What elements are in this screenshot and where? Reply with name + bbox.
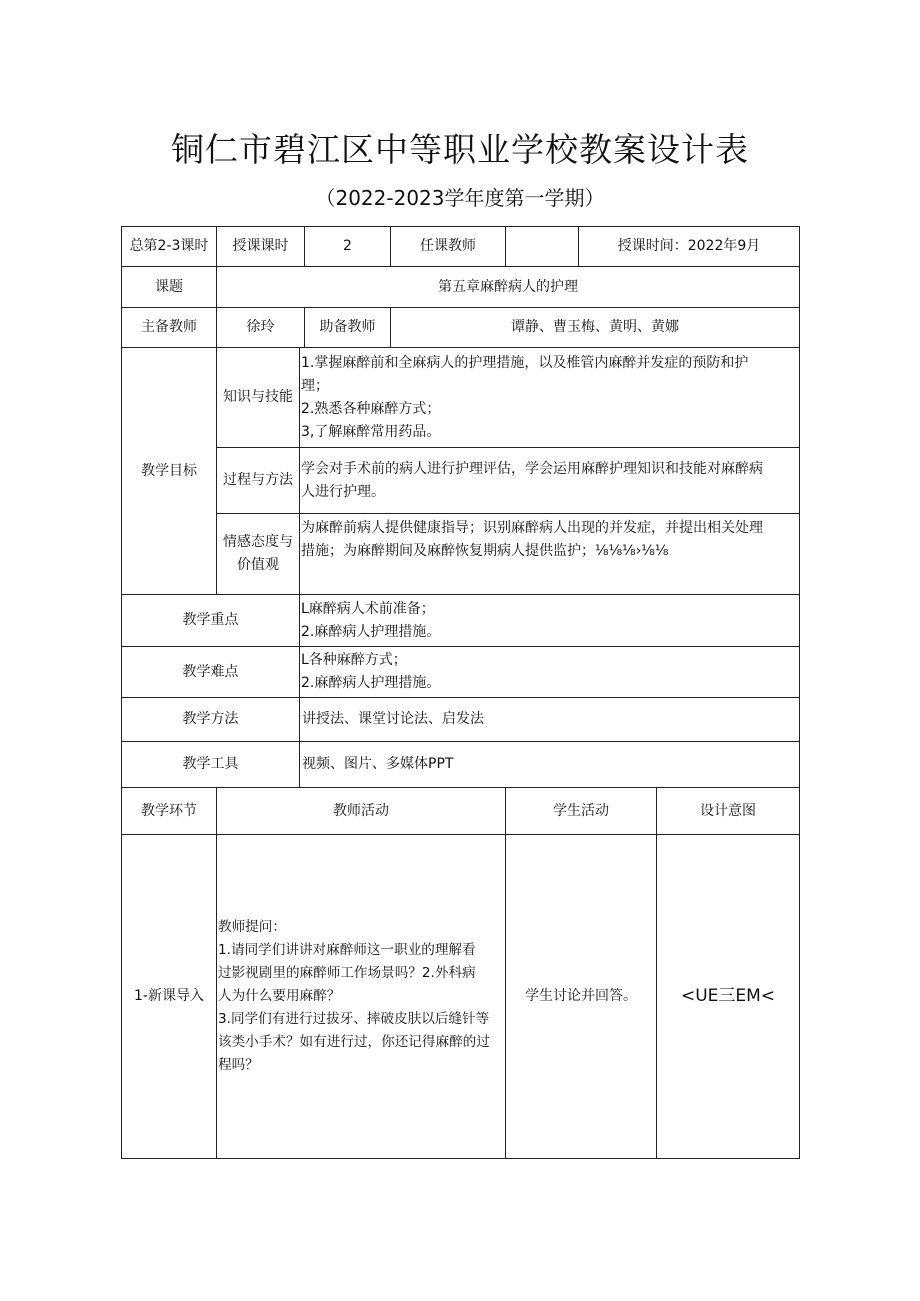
- tools-content-cell: [299, 741, 800, 788]
- intro-teacher-line: 该类小手术？如有进行过，你还记得麻醉的过: [218, 1034, 490, 1050]
- teacher-value-cell: [505, 226, 579, 267]
- intro-intent-cell: [656, 834, 800, 1159]
- total-hours: 总第2-3课时: [129, 238, 209, 254]
- main-teacher-label-cell: [121, 307, 217, 348]
- topic-value: 第五章麻醉病人的护理: [438, 278, 578, 295]
- emotion-label: 情感态度与: [223, 534, 293, 550]
- key-points-label-cell: [121, 594, 300, 647]
- design-intent-header-cell: [656, 787, 800, 835]
- key-points-label: 教学重点: [182, 612, 239, 628]
- methods-value: 讲授法、课堂讨论法、启发法: [302, 711, 484, 727]
- process-line: 学会对手术前的病人进行护理评估，学会运用麻醉护理知识和技能对麻醉病: [301, 460, 763, 477]
- intro-student: 学生讨论并回答。: [525, 988, 637, 1004]
- process-label-cell: [216, 447, 300, 514]
- intro-student-cell: [505, 834, 657, 1159]
- key-point-line: 2.麻醉病人护理措施。: [301, 623, 441, 640]
- design-intent-header: 设计意图: [700, 802, 756, 819]
- key-point-line: L麻醉病人术前准备；: [301, 600, 435, 617]
- intro-stage-cell: [121, 834, 217, 1159]
- total-hours-cell: [121, 226, 217, 267]
- emotion-line: 措施；为麻醉期间及麻醉恢复期病人提供监护；⅛⅛⅛›⅛⅛: [301, 543, 669, 559]
- tools-value: 视频、图片、多媒体PPT: [302, 756, 454, 772]
- methods-label-cell: [121, 697, 300, 742]
- process-label: 过程与方法: [223, 472, 293, 488]
- class-hours-value: 2: [343, 238, 352, 254]
- methods-content-cell: [299, 697, 800, 742]
- student-activity-header: 学生活动: [553, 802, 609, 819]
- assist-teacher-value: 谭静、曹玉梅、黄明、黄娜: [511, 319, 679, 335]
- intro-intent: <UE三EM<: [680, 986, 776, 1006]
- main-teacher-label: 主备教师: [141, 319, 197, 335]
- class-time-cell: [578, 226, 800, 267]
- class-hours-label-cell: [216, 226, 305, 267]
- topic-label: 课题: [155, 278, 183, 295]
- knowledge-content-cell: [299, 347, 800, 448]
- teacher-label: 任课教师: [420, 238, 476, 254]
- main-teacher-value-cell: [216, 307, 305, 348]
- document-subtitle: （2022-2023学年度第一学期）: [315, 186, 605, 210]
- key-points-content-cell: [299, 594, 800, 647]
- assist-teacher-value-cell: [390, 307, 800, 348]
- difficulty-line: L各种麻醉方式；: [301, 652, 407, 668]
- class-hours-value-cell: [304, 226, 391, 267]
- knowledge-line: 理；: [301, 377, 329, 394]
- methods-label: 教学方法: [182, 711, 239, 727]
- intro-teacher-line: 1.请同学们讲讲对麻醉师这一职业的理解看: [218, 942, 476, 958]
- objectives-label: 教学目标: [141, 462, 197, 479]
- difficulties-label-cell: [121, 646, 300, 698]
- objectives-label-cell: [121, 347, 217, 595]
- emotion-content-cell: [299, 513, 800, 595]
- document-title: 铜仁市碧江区中等职业学校教案设计表: [171, 130, 749, 169]
- intro-teacher-line: 过影视剧里的麻醉师工作场景吗？2.外科病: [218, 965, 476, 981]
- knowledge-label: 知识与技能: [223, 389, 293, 405]
- intro-teacher-line: 程吗？: [218, 1057, 259, 1073]
- process-content-cell: [299, 447, 800, 514]
- assist-teacher-label: 助备教师: [319, 319, 376, 335]
- intro-stage: 1-新课导入: [134, 988, 204, 1004]
- intro-teacher-line: 教师提问：: [218, 919, 286, 935]
- emotion-label: 价值观: [237, 557, 279, 573]
- class-hours-label: 授课课时: [232, 238, 289, 254]
- emotion-label-cell: [216, 513, 300, 595]
- teacher-label-cell: [390, 226, 506, 267]
- knowledge-line: 3,了解麻醉常用药品。: [301, 423, 441, 440]
- tools-label-cell: [121, 741, 300, 788]
- difficulty-line: 2.麻醉病人护理措施。: [301, 675, 441, 691]
- teacher-activity-header: 教师活动: [333, 802, 389, 819]
- intro-teacher-line: 人为什么要用麻醉？: [218, 988, 341, 1004]
- knowledge-label-cell: [216, 347, 300, 448]
- knowledge-line: 1.掌握麻醉前和全麻病人的护理措施，以及椎管内麻醉并发症的预防和护: [301, 354, 749, 371]
- student-activity-header-cell: [505, 787, 657, 835]
- stage-header: 教学环节: [141, 802, 197, 819]
- topic-value-cell: [216, 266, 800, 308]
- assist-teacher-label-cell: [304, 307, 391, 348]
- knowledge-line: 2.熟悉各种麻醉方式；: [301, 400, 441, 417]
- teacher-activity-header-cell: [216, 787, 506, 835]
- intro-teacher-line: 3.同学们有进行过拔牙、摔破皮肤以后缝针等: [218, 1011, 490, 1027]
- tools-label: 教学工具: [182, 756, 239, 772]
- process-line: 人进行护理。: [301, 483, 385, 500]
- stage-header-cell: [121, 787, 217, 835]
- topic-label-cell: [121, 266, 217, 308]
- difficulties-content-cell: [299, 646, 800, 698]
- class-time: 授课时间：2022年9月: [617, 238, 761, 254]
- main-teacher-value: 徐玲: [246, 319, 275, 335]
- difficulties-label: 教学难点: [182, 663, 239, 680]
- emotion-line: 为麻醉前病人提供健康指导；识别麻醉病人出现的并发症，并提出相关处理: [301, 520, 763, 536]
- intro-teacher-cell: [216, 834, 506, 1159]
